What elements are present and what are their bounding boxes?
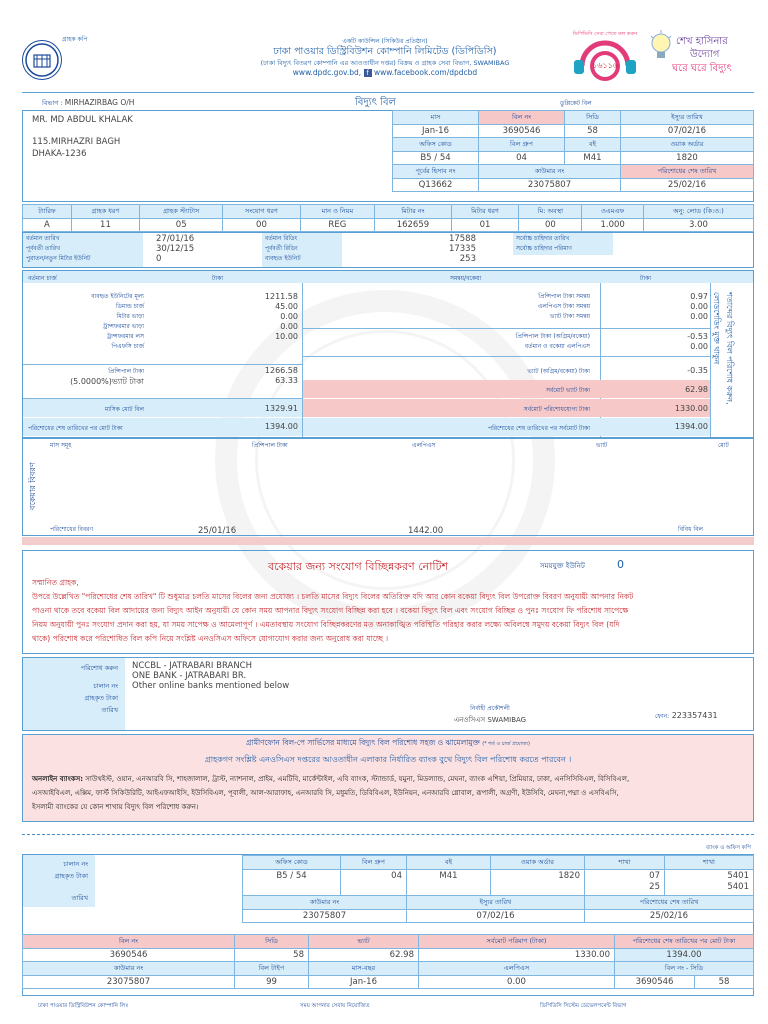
adjust-label: এলপিএস টাকা সমন্বয় [537,303,590,310]
stub-monthyear: Jan-16 [309,976,419,989]
online-banks-line-3: ইসলামী ব্যাংকের যে কোন শাখায় বিদ্যুৎ বিল পরিশোধ করুন। [32,803,199,811]
grid-h-cd: সিডি [565,111,621,125]
org-subtitle: (ঢাকা বিদ্যুৎ বিতরণ কোম্পানি এর আওতাধীন দপ্তর) বিক্রয় ও গ্রাহক সেবা বিভাগ, SWAMIBAG [260,59,510,67]
grid-billno: 3690546 [479,125,565,138]
charge-value [230,342,298,352]
stub-consumer-2: 23075807 [23,976,235,989]
grid-office: B5 / 54 [393,152,479,165]
banks-subtitle: গ্রাহকগণ সংশ্লিষ্ট এনওসিএস দপ্তরের আওতাধীন এলাকার নির্ধারিত ব্যাংক বুথে বিদ্যুৎ বিল পরিশোধ করতে পারবেন । [204,755,572,764]
stub-h-group: বিল গ্রুপ [341,856,407,870]
stub-cd-2: 58 [695,976,754,989]
grid-h-billno: বিল নং [479,111,565,125]
tariff-header: মি: অবস্থা [519,205,582,219]
stub-left-labels [26,858,88,904]
max-demand-date-label: সর্বোচ্চ চাহিদার তারিখ [516,235,570,242]
principal-arrears: -0.53 [687,332,708,341]
payment-labels [28,662,118,716]
grid-h-office: অফিস কোড [393,138,479,152]
stub-h-consumer-2: কাউমার নং [23,962,235,976]
previous-date-label: পূর্ববর্তী তারিখ [26,245,61,252]
pay-label: পরিশোধ করুন [80,664,118,672]
monthly-total-label: মাসিক মোট বিল [104,406,144,413]
web-links [240,68,530,77]
billpay-note: (* শর্ত ও চার্জ প্রযোজ্য) [482,741,530,747]
tariff-header: ট্যারিফ [23,205,72,219]
grand-after-label: পরিশোধের শেষ তারিখের পর সর্বমোট টাকা [488,425,590,432]
vat-label: (5.0000%)ভ্যাট টাকা [70,377,144,386]
notice-line-1: উপরে উল্লেখিত "পরিশোধের শেষ তারিখ" টি শুধুমাত্র চলতি মাসের বিলের জন্য প্রযোজ্য । চলতি মাসের বিদ্যুৎ বিলের অতিরিক্ত যদি আর কোন বকেয়া বিদ্যুৎ বিল উপরোক্ত বিবরণ অনুযায়ী আপনার নিকট [32,592,634,601]
stub-h-lps: এলপিএস [419,962,615,976]
online-banks-label: অনলাইন ব্যাংকস: [32,775,84,783]
lps-arrears: 0.00 [690,342,708,351]
notice-greeting: সম্মানিত গ্রাহক, [32,578,79,587]
charge-value: 0.00 [280,322,298,331]
stub-branch-code [585,870,665,896]
bank-3: Other online banks mentioned below [132,681,290,691]
cut-line [22,834,754,835]
officer-title: নির্বাহী প্রকৌশলী [470,705,510,712]
stub-h-consumer: কাউমার নং [243,896,407,910]
previous-reading-label: পূর্ববর্তী রিডিং [265,245,298,252]
adjust-value: 0.00 [690,312,708,321]
grid-h-issue: ইস্যুর তারিখ [621,111,754,125]
stub-challan-label: চালান নং [63,860,88,868]
arrears-detail-box [22,438,754,536]
vat-value: 63.33 [275,376,298,385]
principal-arrears-label: প্রিন্সিপাল টাকা (অগ্রিম/বকেয়া) [515,333,590,340]
division-value: MIRHAZIRBAG O/H [64,98,135,107]
adjust-value: 0.00 [690,302,708,311]
charge-value: 0.00 [280,312,298,321]
grid-consumer: 23075807 [479,179,621,192]
stub-lps: 0.00 [419,976,615,989]
arrears-divider [302,328,710,329]
slogan-bottom: ঘরে ঘরে বিদ্যুৎ [672,63,732,74]
after-due-label: পরিশোধের শেষ তারিখের পর মোট টাকা [28,425,123,432]
phone [655,711,718,722]
grid-h-consumer: কাউমার নং [479,165,621,179]
grid-month: Jan-16 [393,125,479,138]
tariff-value: 00 [519,219,582,232]
officer-office: এনওসিএস SWAMIBAG [453,716,527,724]
stub-office: B5 / 54 [243,870,341,896]
challan-label: চালান নং [93,682,118,690]
tariff-value: A [23,219,72,232]
side-reminder-text: শতাব্দের বিদ্যুৎ বিল পরিশোধ করুন, লোডশেডিং মুক্ত থাকুন [712,292,734,405]
bulb-icon [650,30,672,70]
charge-label: পিএফসি চার্জ [111,343,144,350]
adjust-label: ভ্যাট টাকা সমন্বয় [550,313,590,320]
notice-line-2: পাওনা থাকে তবে বকেয়া বিল আদায়ের জন্য বিদ্যুৎ আইন অনুযায়ী যে কোন সময় আপনার বিদ্যুৎ সংযোগ বিচ্ছিন্ন করা হবে । বকেয়া বিদ্যুৎ বিল এবং সংযোগ বিচ্ছিন্ন ও পুনঃ সংযোগ ফি পরিশোধ সাপেক্ষে [32,606,629,615]
stub-book: M41 [407,870,491,896]
lps-arrears-label: বর্তমান ও বকেয়া এলপিএস [524,343,590,350]
tariff-value: 01 [451,219,519,232]
hotline-caption: ডিপিডিসি সেবা পেতে কল করুন [572,31,638,37]
tariff-header: গ্রাহক স্ট্যাটাস [140,205,223,219]
grid-due-date: 25/02/16 [621,179,754,192]
payment-details-label: পরিশোধের বিবরণ [50,526,94,533]
tariff-header: অনু: লোড (কি:ও:) [643,205,753,219]
vat-arrears-label: ভ্যাট (অগ্রিম/বকেয়া) টাকা [527,368,590,375]
charge-value: 45.00 [275,302,298,311]
tariff-value: 00 [223,219,300,232]
notice-body [32,576,748,646]
present-date-label: বর্তমান তারিখ [26,235,60,242]
notice-title: বকেয়ার জন্য সংযোগ বিচ্ছিন্নকরণ নোটিশ [268,560,449,573]
principal-value: 1266.58 [264,366,298,375]
total-vat-label: সর্বমোট ভ্যাট টাকা [545,387,590,394]
taka-header-left: টাকা [212,275,223,282]
org-name: ঢাকা পাওয়ার ডিস্ট্রিবিউশন কোম্পানি লিমিটেড (ডিপিডিসি) [273,46,497,57]
readings-labels-mid [265,234,301,264]
stub-h-walk: ওয়াক অর্ডার [491,856,585,870]
charge-label: ট্রান্সফরমার ভাড়া [103,323,144,330]
footer-left: ঢাকা পাওয়ার ডিস্ট্রিবিউশন কোম্পানি লিঃ [38,1003,129,1009]
grid-prev-acc: Q13662 [393,179,479,192]
slogan-top: শেখ হাসিনার [676,36,728,47]
adjust-label: প্রিন্সিপাল টাকা সমন্বয় [538,293,590,300]
grid-h-month: মাস [393,111,479,125]
unit-label: সময়যুক্ত ইউনিট [540,562,585,570]
footer-right: ডিপিডিসি সিস্টেম ডেভেলপমেন্ট বিভাগ [540,1003,627,1009]
stub-h-billtype: বিল টাইপ [235,962,309,976]
received-label: গ্রাহকৃত টাকা [84,694,118,702]
previous-reading: 17335 [448,244,476,254]
stub-branch-no [665,870,754,896]
tariff-header: সংযোগ ধরণ [223,205,300,219]
charge-label: ডিমান্ড চার্জ [115,303,144,310]
tariff-value: 11 [71,219,139,232]
stub-h-book: বই [407,856,491,870]
website-link[interactable]: www.dpdc.gov.bd, [292,68,362,77]
customer-copy-label: গ্রাহক কপি [62,36,88,43]
stub-branch-2: 25 [649,882,660,892]
grid-group: 04 [479,152,565,165]
stub-billno: 3690546 [23,949,235,962]
grid-h-group: বিল গ্রুপ [479,138,565,152]
stub-grid-top [242,855,754,923]
grand-after-value: 1394.00 [674,422,708,431]
grid-cd: 58 [565,125,621,138]
tariff-value: 3.00 [643,219,753,232]
bill-title: বিদ্যুৎ বিল [355,97,396,108]
stub-grid-bottom [22,934,754,989]
tariff-value: REG [300,219,375,232]
stub-h-billno: বিল নং [23,935,235,949]
stub-h-office: অফিস কোড [243,856,341,870]
last-payment-amount: 1442.00 [408,526,444,536]
grid-h-book: বই [565,138,621,152]
adjust-labels [420,292,590,322]
stub-h-branch: শাখা [585,856,665,870]
division-row: বিভাগ : MIRHAZIRBAG O/H [42,98,135,107]
online-banks-line-1: সাউথইস্ট, ওয়ান, এনআরবি সি, শাহজালাল, ট্রাস্ট, ন্যাশনাল, প্রাইম, এমটিবি, মার্কেন্টাইল, এবি ব্যাংক, স্ট্যান্ডার্ড, যমুনা, মিডল্যান্ড, মেঘনা, ব্যাংক এশিয়া, প্রিমিয়ার, ঢাকা, এনসিসিবিএল, বিসিবিএল, [85,775,630,783]
customer-name: MR. MD ABDUL KHALAK [32,115,133,125]
stub-total: 1330.00 [419,949,615,962]
stub-issue: 07/02/16 [407,910,585,923]
pay-date-label: তারিখ [101,706,118,714]
taka-header-right: টাকা [640,275,651,282]
stub-h-due: পরিশোধের শেষ তারিখ [585,896,754,910]
tariff-header: মিটার নং [375,205,451,219]
charge-label: ট্রান্সফরমার লস [106,333,144,340]
old-new-meter: 0 [156,254,162,264]
stub-date-label: তারিখ [71,894,88,902]
bank-1: NCCBL - JATRABARI BRANCH [132,661,253,671]
notice-line-4: থাকে) পরিশোধ করে পরিশোধিত বিল কপি নিয়ে সংশ্লিষ্ট এনওসিএস অফিসে যোগাযোগ করার জন্য অনুরোধ করা যাচ্ছে । [32,634,389,643]
stub-cd: 58 [235,949,309,962]
slogan-mid: উদ্যোগ [690,49,720,60]
facebook-link[interactable]: www.facebook.com/dpdcbd [373,68,478,77]
present-reading: 17588 [448,234,476,244]
current-charge-labels [40,292,144,352]
bank-copy-label: ব্যাংক ও অফিস কপি [706,845,751,851]
bill-summary-grid [392,110,754,192]
grid-book: M41 [565,152,621,165]
previous-date: 30/12/15 [156,244,195,254]
stub-branch-1: 07 [649,871,660,881]
dpdc-logo [22,40,62,80]
facebook-icon: f [364,69,372,77]
arrears-labels [420,332,590,352]
present-date: 27/01/16 [156,234,195,244]
hotline-badge [568,30,642,88]
arrears-h-month: মাস সমূহ [50,442,72,449]
arrears-h-principal: প্রিন্সিপাল টাকা [252,442,288,449]
unit-value: 0 [617,558,624,571]
header-divider [22,92,754,93]
org-tag: একটি কাউন্সিল (সিকিউর প্রতিষ্ঠান) [342,38,428,45]
grand-total-value: 1330.00 [674,404,708,413]
stub-group: 04 [341,870,407,896]
tariff-value: 162659 [375,219,451,232]
stub-branch-no-1: 5401 [727,871,749,881]
charge-value: 1211.58 [264,292,298,301]
online-banks-line-2: এসআইবিএল, এক্সিম, ফার্স্ট সিকিউরিটি, আইএফআইসি, ইউসিবিএল, পূবালী, আল-আরাফাহ, এনআরবি সি, মধুমতি, ডিবিবিএল, ইউনিয়ন, এনআরবি গ্লোবাল, রূপালী, অগ্রণী, ইউসিবি, মেঘনা,পদ্মা ও এসবিএসি, [32,789,619,797]
charge-value: 10.00 [275,332,298,341]
stub-vat: 62.98 [309,949,419,962]
arrears-h-vat: ভ্যাট [596,442,608,449]
grid-h-due: পরিশোধের শেষ তারিখ [621,165,754,179]
stub-branch-no-2: 5401 [727,882,749,892]
stub-received-label: গ্রাহকৃত টাকা [54,872,88,880]
tariff-value: 05 [140,219,223,232]
grand-total-label: সর্বমোট পরিশোধযোগ্য টাকা [523,406,590,413]
grid-h-walk: ওয়াক অর্ডার [621,138,754,152]
stub-h-after: পরিশোধের শেষ তারিখের পর মোট টাকা [615,935,754,949]
duplicate-label: ডুপ্লিকেট বিল [560,100,592,107]
tariff-value: 1.000 [582,219,644,232]
stub-h-monthyear: মাস-বছর [309,962,419,976]
customer-address-1: 115.MIRHAZRI BAGH [32,137,121,147]
arrears-h-lps: এলপিএস [412,442,436,449]
last-payment-date: 25/01/16 [198,526,237,536]
tariff-header: গ্রাহক ধরণ [71,205,139,219]
grid-h-prev-acc: পূর্বের হিসাব নং [393,165,479,179]
tariff-header: মান ও নিয়ম [300,205,375,219]
stub-after: 1394.00 [615,949,754,962]
billpay-text: গ্রামীণফোন বিল-পে সার্ভিসের মাধ্যমে বিদ্যুৎ বিল পরিশোধ সহজ ও ঝামেলামুক্ত [246,738,480,747]
phone-number: 223357431 [671,711,718,720]
charge-label: ব্যবহৃত ইউনিটের মূল্য [91,293,144,300]
arrears-side-label: বকেয়ার বিবরণ [28,462,37,510]
stub-h-cd: সিডি [235,935,309,949]
adjust-values [620,292,708,322]
stub-consumer: 23075807 [243,910,407,923]
charge-label: মিটার ভাড়া [116,313,144,320]
max-demand-label: সর্বোচ্চ চাহিদার পরিমাণ [516,245,572,252]
tariff-header: ওএমএফ [582,205,644,219]
units-used-label: ব্যবহৃত ইউনিট [265,255,301,262]
online-banks [32,772,748,814]
total-vat-value: 62.98 [685,385,708,394]
grid-issue-date: 07/02/16 [621,125,754,138]
vat-arrears-divider [302,356,710,357]
notice-line-3: নিয়ম অনুযায়ী পুনঃ সংযোগ প্রদান করা হয়, যা সময় সাপেক্ষ ও আমেলাপূর্ণ । এমতাবস্থায় সংযোগ বিচ্ছিন্নকরণের মত অনাকাঙ্খিত পরিস্থিতি পরিহার করার লক্ষ্যে অবিলম্বে সমুদয় বকেয়া বিদ্যুৎ বিল (যদি [32,620,620,629]
principal-divider [23,364,302,365]
stub-h-vat: ভ্যাট [309,935,419,949]
principal-label: প্রিন্সিপাল টাকা [108,368,144,375]
stub-h-issue: ইস্যুর তারিখ [407,896,585,910]
stub-h-branch-2: শাখা [665,856,754,870]
arrears-values [620,332,708,352]
readings-labels-right [516,234,572,254]
division-label: বিভাগ [42,99,59,107]
adjust-header: সমন্বয়/বকেয়া [450,275,482,282]
stub-billtype: 99 [235,976,309,989]
tariff-header: মিটার ধরণ [451,205,519,219]
after-due-value: 1394.00 [264,422,298,431]
monthly-total-value: 1329.91 [264,404,298,413]
stub-h-total: সর্বমোট পরিমাণ (টাকা) [419,935,615,949]
vat-arrears-value: -0.35 [687,366,708,375]
adjust-value: 0.97 [690,292,708,301]
bank-list [132,661,289,691]
billpay-title [22,738,754,750]
grid-walk: 1820 [621,152,754,165]
readings-values-left [156,234,194,264]
phone-label: ফোন: [655,713,670,720]
arrears-strip [22,537,754,545]
present-reading-label: বর্তমান রিডিং [265,235,298,242]
arrears-h-total: মোট [718,442,729,449]
misc-bill-label: বিবিধ বিল [678,526,703,533]
stub-billno-2: 3690546 [615,976,695,989]
stub-due: 25/02/16 [585,910,754,923]
customer-address-2: DHAKA-1236 [32,149,87,159]
current-charge-header: বর্তমান চার্জ [28,275,57,282]
footer-mid: সময় আপনার সেবায় নিয়োজিত [300,1003,370,1009]
readings-values-mid [420,234,476,264]
current-charge-values [230,292,298,352]
units-used: 253 [459,254,476,264]
hotline-number: ১৬১১৬ [592,61,618,70]
stub-h-billcd: বিল নং - সিডি [615,962,754,976]
readings-labels-left [26,234,90,264]
stub-walk: 1820 [491,870,585,896]
tariff-table [22,204,754,232]
old-new-meter-label: পুরাতন/নতুন মিটার ইউনিট [26,255,91,262]
bank-2: ONE BANK - JATRABARI BR. [132,671,247,681]
